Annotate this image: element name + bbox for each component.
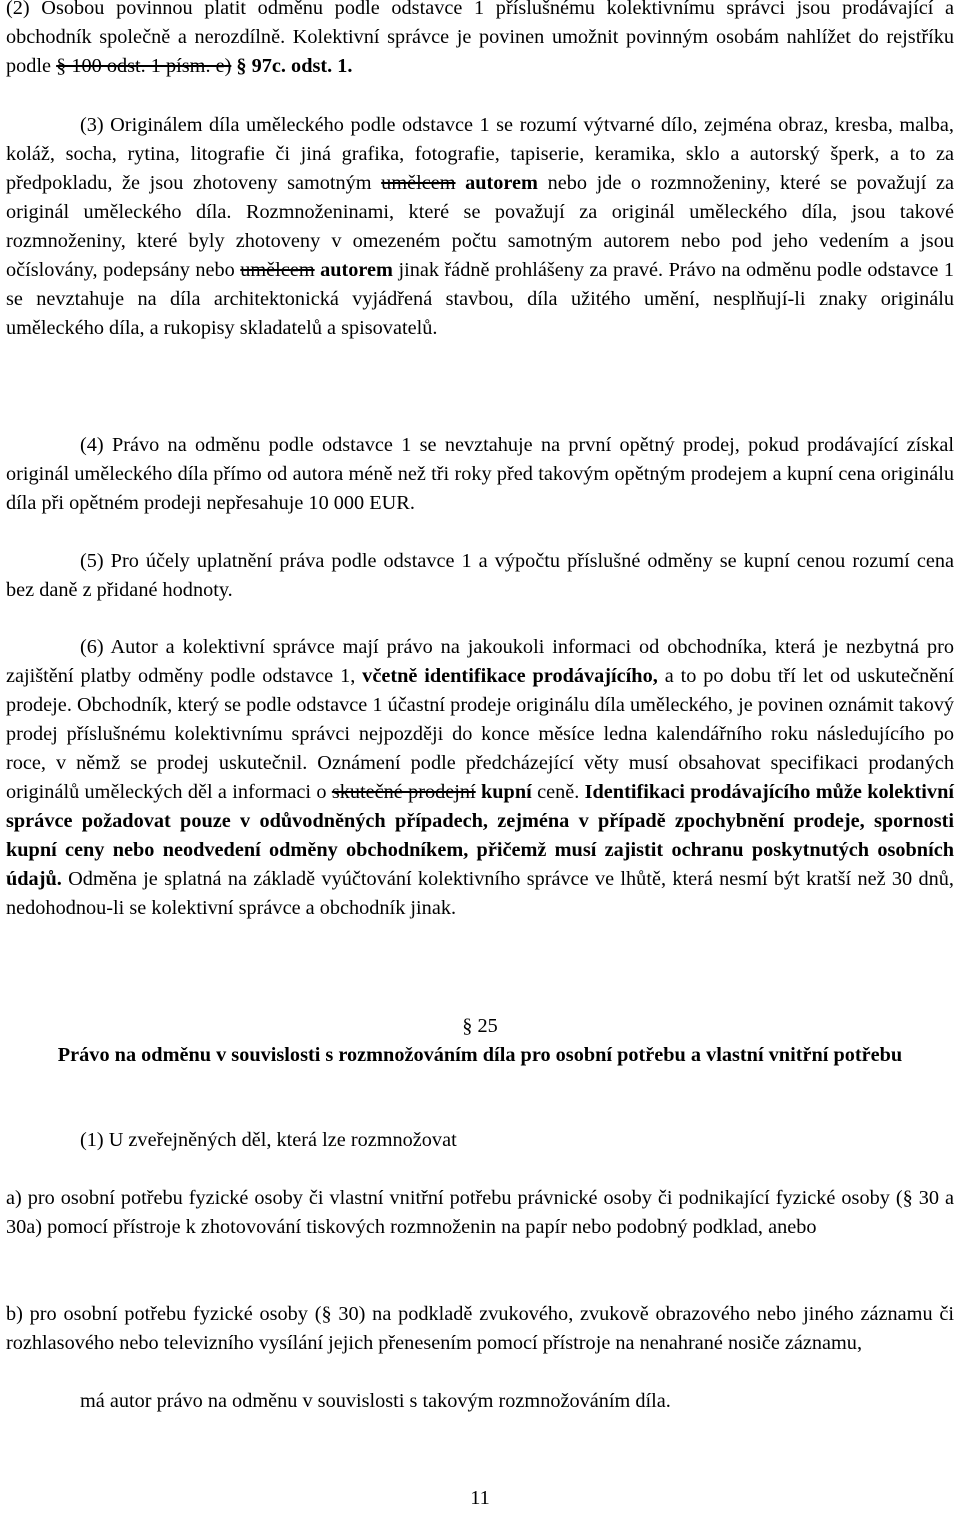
paragraph-6-text-d: Odměna je splatná na základě vyúčtování kolektivního správce ve lhůtě, která nesmí být kratší než 30 dnů, nedohodnou-li se kolektivní správce a obchodník jinak. [6, 868, 954, 919]
inserted-bold-sentence: Identifikaci prodávajícího může kolektivní správce požadovat pouze v odůvodněných případech, zejména v případě zpochybnění prodeje, spornosti kupní ceny nebo neodvedení odměny obchodníkem, přičemž musí zajistit ochranu poskytnutých osobních údajů. [6, 781, 954, 890]
struck-reference: § 100 odst. 1 písm. e) [56, 55, 232, 77]
paragraph-3-text-b: nebo jde o rozmnoženiny, které se považují za originál uměleckého díla. Rozmnoženinami, které se považují za originál uměleckého díla, jsou takové rozmnoženiny, které byly zhotoveny v omezeném počtu samotným autorem nebo pod jeho vedením a jsou očíslovány, podepsány nebo [6, 172, 955, 281]
inserted-word: autorem [465, 172, 538, 194]
paragraph-6-text-a: (6) Autor a kolektivní správce mají právo na jakoukoli informaci od obchodníka, která je nezbytná pro zajištění platby odměny podle odstavce 1, [6, 636, 954, 687]
paragraph-4: (4) Právo na odměnu podle odstavce 1 se nevztahuje na první opětný prodej, pokud prodávající získal originál uměleckého díla přímo od autora méně než tři roky před takovým opětným prodejem a kupní cena originálu díla při opětném prodeji nepřesahuje 10 000 EUR. [6, 434, 954, 514]
paragraph-6-text-b: a to po dobu tří let od uskutečnění prodeje. Obchodník, který se podle odstavce 1 účastní prodeje originálu díla uměleckého, je povinen oznámit takový prodej příslušnému kolektivnímu správci nejpozději do konce měsíce ledna kalendářního roku následujícího po roce, v němž se prodej uskutečnil. Oznámení podle předcházející věty musí obsahovat specifikaci prodaných originálů uměleckých děl a informaci o [6, 665, 954, 803]
struck-word: umělcem [381, 172, 456, 194]
struck-word: umělcem [240, 259, 315, 281]
inserted-bold-phrase: včetně identifikace prodávajícího, [362, 665, 658, 687]
page-number: 11 [470, 1487, 490, 1509]
list-item-a: a) pro osobní potřebu fyzické osoby či vlastní vnitřní potřebu právnické osoby či podnikající fyzické osoby (§ 30 a 30a) pomocí přístroje k zhotovování tiskových rozmnoženin na papír nebo podobný podklad, anebo [6, 1187, 954, 1238]
inserted-word: kupní [481, 781, 532, 803]
paragraph-2-text: (2) Osobou povinnou platit odměnu podle odstavce 1 příslušnému kolektivnímu správci jsou prodávající a obchodník společně a nerozdílně. Kolektivní správce je povinen umožnit povinným osobám nahlížet do rejstříku podle [6, 0, 954, 77]
list-item-b: b) pro osobní potřebu fyzické osoby (§ 30) na podkladě zvukového, zvukově obrazového nebo jiného záznamu či rozhlasového nebo televizního vysílání jejich přenesením pomocí přístroje na nenahrané nosiče záznamu, [6, 1303, 954, 1354]
paragraph-3-text-a: (3) Originálem díla uměleckého podle odstavce 1 se rozumí výtvarné dílo, zejména obraz, kresba, malba, koláž, socha, rytina, litografie či jiná grafika, fotografie, tapiserie, keramika, sklo a autorský šperk, a to za předpokladu, že jsou zhotoveny samotným [6, 114, 954, 194]
section-25-paragraph-1: (1) U zveřejněných děl, která lze rozmnožovat [80, 1129, 457, 1151]
section-number: § 25 [462, 1015, 498, 1037]
section-title: Právo na odměnu v souvislosti s rozmnožováním díla pro osobní potřebu a vlastní vnitřní potřebu [57, 1044, 903, 1066]
inserted-reference: § 97c. odst. 1. [236, 55, 353, 77]
paragraph-3 [6, 111, 954, 343]
section-25-closing: má autor právo na odměnu v souvislosti s takovým rozmnožováním díla. [80, 1390, 671, 1412]
paragraph-6-text-c: ceně. [537, 781, 580, 803]
paragraph-2 [6, 0, 954, 81]
struck-phrase: skutečné prodejní [331, 781, 476, 803]
inserted-word: autorem [320, 259, 393, 281]
paragraph-6 [6, 633, 954, 923]
paragraph-5: (5) Pro účely uplatnění práva podle odstavce 1 a výpočtu příslušné odměny se kupní cenou rozumí cena bez daně z přidané hodnoty. [6, 550, 954, 601]
paragraph-3-text-c: jinak řádně prohlášeny za pravé. Právo na odměnu podle odstavce 1 se nevztahuje na díla architektonická vyjádřená stavbou, díla užitého umění, nesplňují-li znaky originálu uměleckého díla, a rukopisy skladatelů a spisovatelů. [6, 259, 954, 339]
